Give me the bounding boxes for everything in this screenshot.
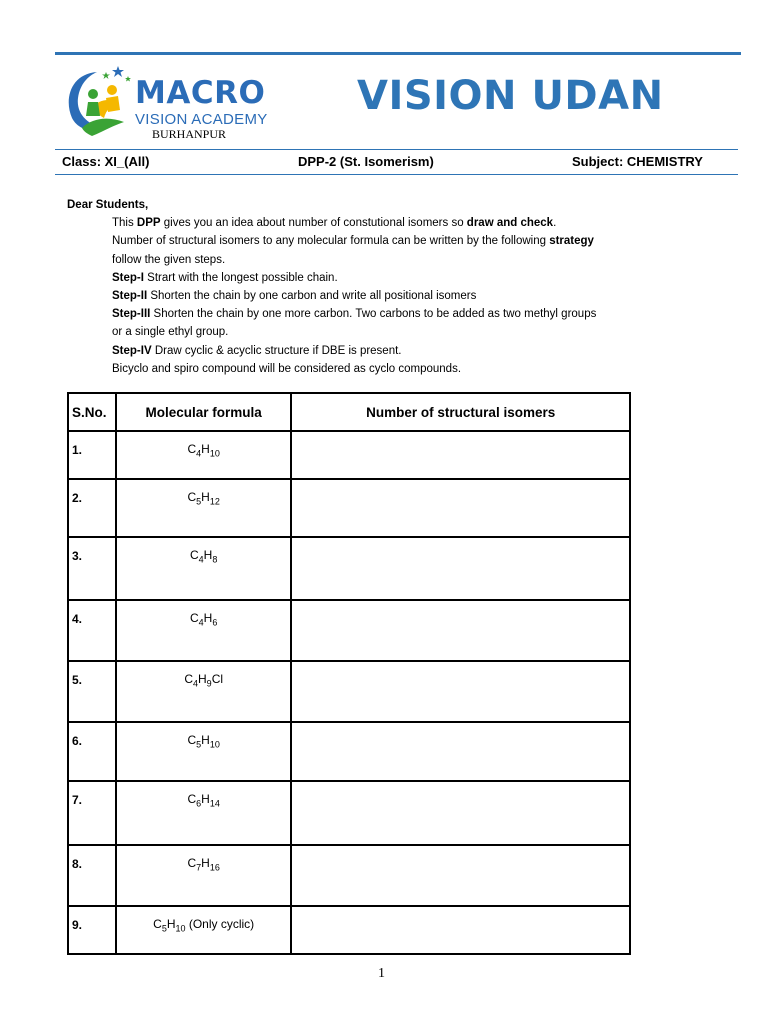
table-row [68,781,630,845]
isomer-count-answer[interactable] [291,431,630,479]
table-row [68,906,630,954]
greeting: Dear Students, [67,199,149,211]
dpp-label: DPP-2 (St. Isomerism) [298,154,434,169]
atom-count: 5 [196,739,202,750]
element-symbol: H [201,442,210,456]
step-4 [67,342,707,360]
step-3-continued: or a single ethyl group. [112,326,229,339]
row-number: 6. [68,722,116,781]
text: . [553,217,557,230]
element-symbol: H [201,792,210,806]
step-text: Draw cyclic & acyclic structure if DBE is present. [151,344,402,357]
element-symbol: H [203,548,213,562]
element-symbol: C [187,856,197,870]
isomer-count-answer[interactable] [291,537,630,600]
molecular-formula [116,781,291,845]
atom-count: 10 [209,739,220,750]
molecular-formula [116,906,291,954]
step-label: Step-III [112,308,151,321]
instructions [67,196,707,378]
atom-count: 10 [175,923,186,934]
academy-emblem-icon [62,60,142,138]
molecular-formula [116,537,291,600]
element-symbol: H [201,733,210,747]
row-number: 9. [68,906,116,954]
atom-count: 16 [209,862,220,873]
header-top-rule [55,52,741,55]
table-row [68,722,630,781]
element-symbol: C [184,672,193,686]
step-text: Shorten the chain by one more carbon. Two carbons to be added as two methyl groups [150,308,597,321]
row-number: 2. [68,479,116,537]
emphasis: strategy [549,235,594,248]
step-label: Step-I [112,271,144,284]
header-isomers: Number of structural isomers [291,393,630,431]
row-number: 3. [68,537,116,600]
atom-count: 10 [209,448,220,459]
emphasis: draw and check [466,217,554,230]
isomer-count-answer[interactable] [291,906,630,954]
atom-count: 4 [198,554,204,565]
element-symbol: C [153,917,162,931]
atom-count: 5 [161,923,167,934]
isomer-count-answer[interactable] [291,781,630,845]
isomer-count-answer[interactable] [291,661,630,722]
element-symbol: C [187,792,197,806]
table-row [68,479,630,537]
header-sno: S.No. [68,393,116,431]
formula-note: (Only cyclic) [185,917,255,931]
atom-count: 14 [209,798,220,809]
atom-count: 6 [212,617,218,628]
element-symbol: C [189,611,199,625]
element-symbol: Cl [211,672,224,686]
atom-count: 7 [196,862,202,873]
text: gives you an idea about number of constutional isomers so [160,217,467,230]
text: This [112,217,137,230]
element-symbol: H [166,917,176,931]
table-row [68,537,630,600]
atom-count: 8 [212,554,218,565]
molecular-formula [116,600,291,661]
element-symbol: H [198,672,207,686]
row-number: 7. [68,781,116,845]
element-symbol: H [201,856,210,870]
atom-count: 5 [196,496,202,507]
step-label: Step-IV [112,344,152,357]
atom-count: 9 [206,678,212,689]
step-3 [67,305,707,323]
molecular-formula [116,722,291,781]
step-2 [67,287,707,305]
isomer-count-answer[interactable] [291,722,630,781]
element-symbol: H [203,611,213,625]
table-row [68,661,630,722]
brand-title: VISION UDAN [357,73,664,119]
info-top-rule [55,149,738,150]
isomer-count-answer[interactable] [291,479,630,537]
element-symbol: C [189,548,199,562]
step-text: Shorten the chain by one carbon and write all positional isomers [147,290,477,303]
header-formula: Molecular formula [116,393,291,431]
logo-tagline: VISION ACADEMY [135,111,268,128]
logo-city: BURHANPUR [152,127,227,141]
closing-note: Bicyclo and spiro compound will be considered as cyclo compounds. [112,362,462,375]
atom-count: 6 [196,798,202,809]
atom-count: 4 [192,678,198,689]
step-label: Step-II [112,290,148,303]
isomer-count-answer[interactable] [291,600,630,661]
molecular-formula [116,431,291,479]
step-1 [67,269,707,287]
row-number: 4. [68,600,116,661]
table-row [68,431,630,479]
element-symbol: C [187,733,197,747]
step-text: Strart with the longest possible chain. [143,271,338,284]
macro-vision-academy-logo [62,60,292,150]
atom-count: 4 [196,448,202,459]
element-symbol: C [187,490,197,504]
subject-label: Subject: CHEMISTRY [572,154,703,169]
atom-count: 4 [198,617,204,628]
class-label: Class: XI_(All) [62,154,150,169]
row-number: 1. [68,431,116,479]
isomer-count-answer[interactable] [291,845,630,906]
table-row [68,600,630,661]
instruction-line: follow the given steps. [112,253,226,266]
element-symbol: H [201,490,210,504]
table-header-row [68,393,630,431]
text: Number of structural isomers to any molecular formula can be written by the following [112,235,550,248]
molecular-formula [116,661,291,722]
molecular-formula [116,845,291,906]
atom-count: 12 [209,496,220,507]
logo-wordmark: MACRO [135,75,266,111]
page-number: 1 [378,966,385,981]
info-bottom-rule [55,174,738,175]
row-number: 8. [68,845,116,906]
isomer-table [67,392,631,955]
table-row [68,845,630,906]
molecular-formula [116,479,291,537]
element-symbol: C [187,442,197,456]
instruction-line [67,232,707,250]
row-number: 5. [68,661,116,722]
emphasis: DPP [136,217,161,230]
instruction-line [67,214,707,232]
table-body [68,431,630,954]
